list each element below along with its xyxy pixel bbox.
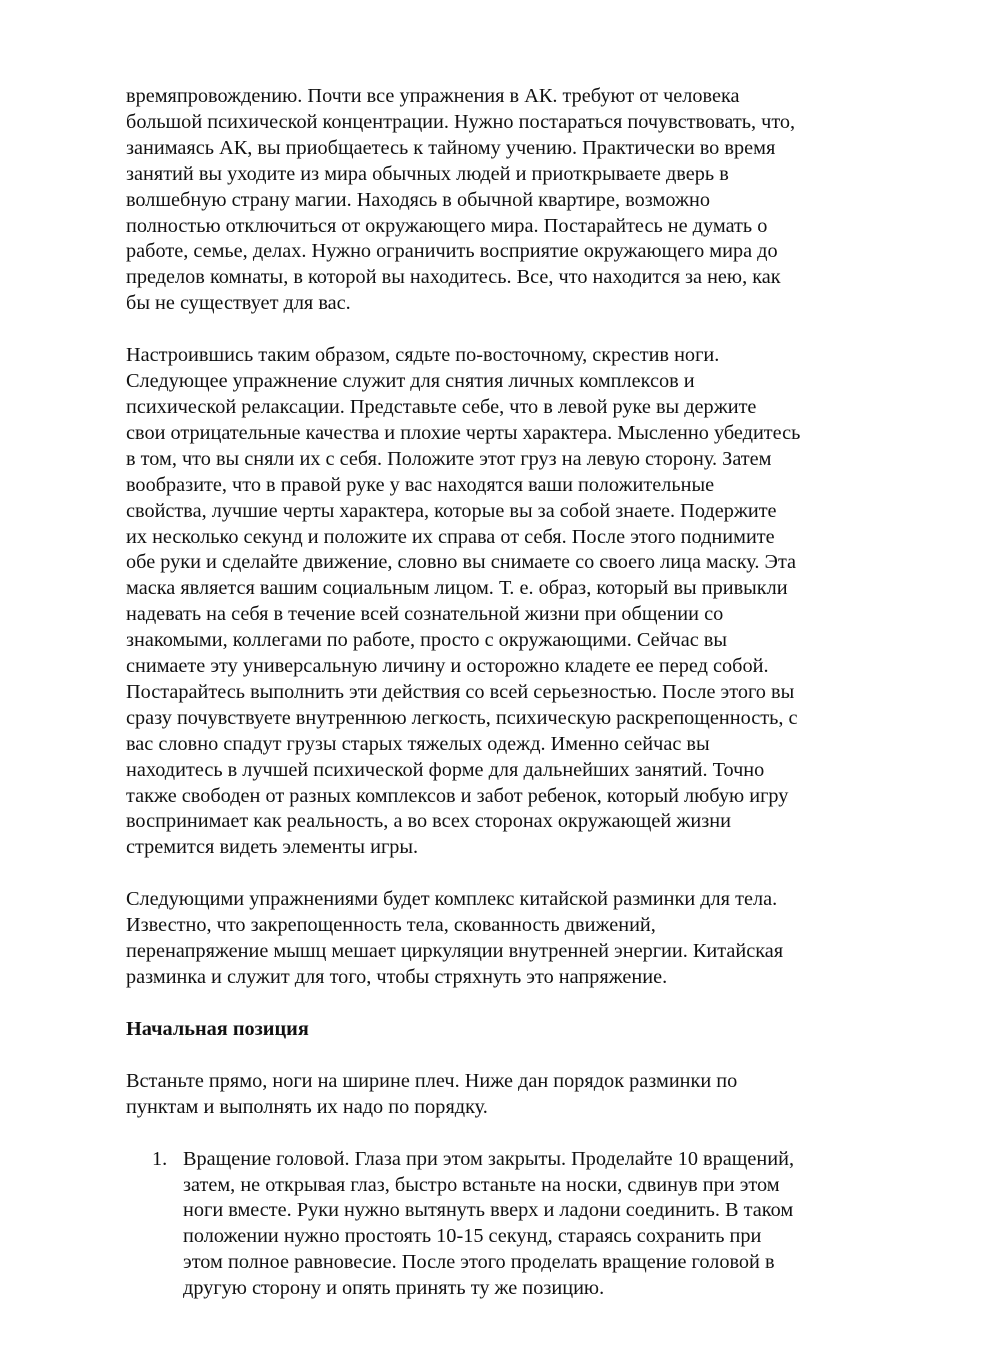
text-line: свои отрицательные качества и плохие черты характера. Мысленно убедитесь — [126, 421, 801, 444]
text-line: маска является вашим социальным лицом. Т. е. образ, который вы привыкли — [126, 577, 788, 600]
text-line: находитесь в лучшей психической форме для дальнейших занятий. Точно — [126, 758, 765, 781]
text-line: знакомыми, коллегами по работе, просто с окружающими. Сейчас вы — [126, 629, 727, 652]
text-line: времяпровождению. Почти все упражнения в АК. требуют от человека — [126, 85, 740, 107]
text-line: занимаясь АК, вы приобщаетесь к тайному учению. Практически во время — [126, 136, 776, 159]
paragraph-3 — [126, 887, 888, 991]
document-page — [126, 84, 888, 1302]
text-line: бы не существует для вас. — [126, 292, 351, 315]
text-line: большой психической концентрации. Нужно постараться почувствовать, что, — [126, 110, 796, 133]
text-line: перенапряжение мышц мешает циркуляции внутренней энергии. Китайская — [126, 940, 784, 963]
text-line: надевать на себя в течение всей сознательной жизни при общении со — [126, 603, 724, 626]
text-line: ноги вместе. Руки нужно вытянуть вверх и ладони соединить. В таком — [183, 1199, 794, 1222]
text-line: сразу почувствуете внутреннюю легкость, психическую раскрепощенность, с — [126, 706, 798, 729]
text-line: Настроившись таким образом, сядьте по-восточному, скрестив ноги. — [126, 344, 720, 367]
text-line: волшебную страну магии. Находясь в обычной квартире, возможно — [126, 188, 710, 211]
text-line: также свободен от разных комплексов и забот ребенок, который любую игру — [126, 784, 789, 807]
text-line: воспринимает как реальность, а во всех сторонах окружающей жизни — [126, 810, 731, 833]
text-line: Следующее упражнение служит для снятия личных комплексов и — [126, 370, 695, 393]
text-line: снимаете эту универсальную личину и осторожно кладете ее перед собой. — [126, 655, 769, 678]
list-item-number: 1. — [152, 1147, 168, 1170]
text-line: работе, семье, делах. Нужно ограничить восприятие окружающего мира до — [126, 240, 778, 263]
list-item — [126, 1147, 888, 1302]
text-line: полностью отключиться от окружающего мира. Постарайтесь не думать о — [126, 214, 768, 237]
paragraph-1 — [126, 84, 888, 317]
text-line: стремится видеть элементы игры. — [126, 836, 419, 859]
text-line: положении нужно простоять 10-15 секунд, стараясь сохранить при — [183, 1225, 762, 1248]
text-line: Встаньте прямо, ноги на ширине плеч. Ниже дан порядок разминки по — [126, 1069, 738, 1092]
text-line: пределов комнаты, в которой вы находитесь. Все, что находится за нею, как — [126, 266, 781, 289]
text-line: вообразите, что в правой руке у вас находятся ваши положительные — [126, 473, 715, 496]
text-line: Известно, что закрепощенность тела, скованность движений, — [126, 914, 656, 937]
text-line: вас словно спадут грузы старых тяжелых одежд. Именно сейчас вы — [126, 732, 710, 755]
text-line: этом полное равновесие. После этого проделать вращение головой в — [183, 1251, 775, 1274]
section-heading: Начальная позиция — [126, 1017, 309, 1040]
text-line: Следующими упражнениями будет комплекс китайской разминки для тела. — [126, 888, 778, 911]
exercise-list — [126, 1147, 888, 1302]
text-line: психической релаксации. Представьте себе, что в левой руке вы держите — [126, 395, 757, 418]
text-line: занятий вы уходите из мира обычных людей и приоткрываете дверь в — [126, 162, 729, 185]
text-line: пунктам и выполнять их надо по порядку. — [126, 1095, 488, 1118]
text-line: разминка и служит для того, чтобы стряхнуть это напряжение. — [126, 966, 668, 988]
text-line: свойства, лучшие черты характера, которые вы за собой знаете. Подержите — [126, 499, 777, 522]
text-line: обе руки и сделайте движение, словно вы снимаете со своего лица маску. Эта — [126, 551, 797, 574]
text-line: их несколько секунд и положите их справа от себя. После этого поднимите — [126, 525, 775, 548]
text-line: Вращение головой. Глаза при этом закрыты. Проделайте 10 вращений, — [183, 1147, 795, 1170]
text-line: в том, что вы сняли их с себя. Положите этот груз на левую сторону. Затем — [126, 447, 772, 470]
text-line: другую сторону и опять принять ту же позицию. — [183, 1277, 605, 1300]
text-line: Постарайтесь выполнить эти действия со всей серьезностью. После этого вы — [126, 680, 795, 703]
text-line: затем, не открывая глаз, быстро встаньте на носки, сдвинув при этом — [183, 1173, 780, 1196]
paragraph-2 — [126, 343, 888, 861]
intro-paragraph — [126, 1069, 888, 1121]
